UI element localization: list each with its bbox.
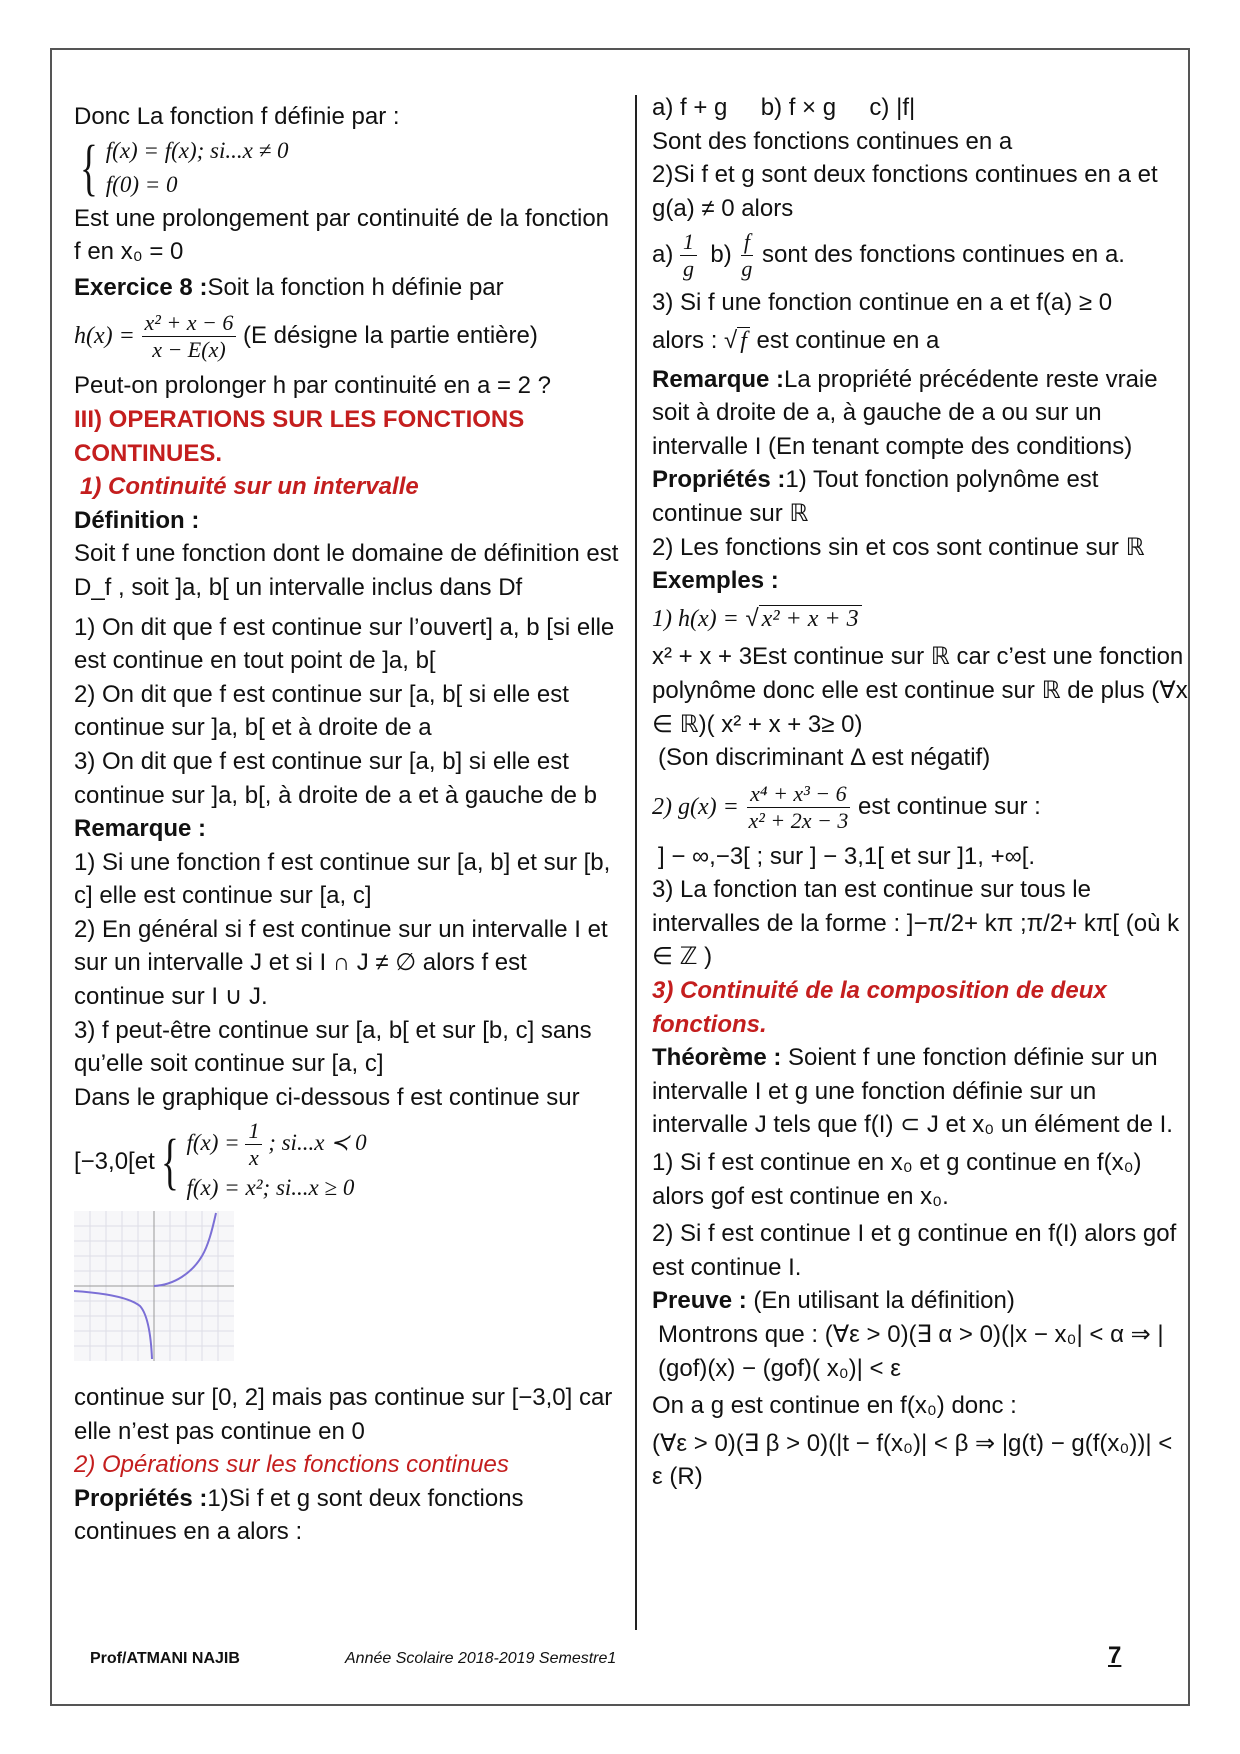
examples-title: Exemples : <box>652 567 779 595</box>
g-denominator: x² + 2x − 3 <box>748 807 849 833</box>
h-note: (E désigne la partie entière) <box>243 322 538 350</box>
graph-after-text: continue sur [0, 2] mais pas continue sur [−3,0] car elle n’est pas continue en 0 <box>74 1384 613 1445</box>
system-2-line-1 <box>187 1118 367 1171</box>
definition-text: Soit f une fonction dont le domaine de définition est D_f , soit ]a, b[ un intervalle inclus dans Df <box>74 540 619 601</box>
proof-title: Preuve : <box>652 1287 747 1315</box>
column-divider <box>635 95 637 1630</box>
subsection-1-title: 1) Continuité sur un intervalle <box>80 473 419 501</box>
system-2-line-1-condition: ; si...x ≺ 0 <box>268 1130 367 1156</box>
alors-label: alors : <box>652 326 718 354</box>
intro-text: Donc La fonction f définie par : <box>74 103 400 130</box>
theorem-1: 1) Si f est continue en x₀ et g continue en f(x₀) alors gof est continue en x₀. <box>652 1149 1142 1210</box>
h-lhs: h(x) = <box>74 323 135 350</box>
definition-2: 2) On dit que f est continue sur [a, b[ si elle est continue sur ]a, b[ et à droite de a <box>74 680 569 742</box>
theorem-text: Soient f une fonction définie sur un intervalle I et g une fonction définie sur un intervalle J tels que f(I) ⊂ J et x₀ un élément de I. <box>652 1044 1173 1139</box>
property-trig: 2) Les fonctions sin et cos sont continue sur ℝ <box>652 533 1145 561</box>
exercise-8-title: Exercice 8 : <box>74 273 208 301</box>
exercise-8 <box>74 271 622 305</box>
property-polynomial: 1) Tout fonction polynôme est continue sur ℝ <box>652 466 1099 527</box>
properties-title: Propriétés : <box>74 1484 208 1512</box>
frac-numerator: 1 <box>245 1118 262 1145</box>
section-3-title: III) OPERATIONS SUR LES FONCTIONS CONTINUES. <box>74 405 525 467</box>
h-denominator: x − E(x) <box>152 337 226 363</box>
definition-3: 3) On dit que f est continue sur [a, b] si elle est continue sur ]a, b[, à droite de a et à gauche de b <box>74 747 598 809</box>
label-b: b) <box>710 241 732 269</box>
remark-title: Remarque : <box>74 815 207 843</box>
system-2 <box>74 1118 622 1205</box>
frac-denominator: x <box>249 1145 259 1171</box>
footer-author: Prof/ATMANI NAJIB <box>90 1650 240 1667</box>
f-over-g <box>738 229 755 282</box>
remark-3: 3) f peut-être continue sur [a, b[ et sur [b, c] sans qu’elle soit continue sur [a, c] <box>74 1016 592 1078</box>
example-1-sqrt: x² + x + 3 <box>759 605 862 632</box>
subsection-2-title: 2) Opérations sur les fonctions continues <box>74 1451 509 1479</box>
theorem-title: Théorème : <box>652 1044 782 1072</box>
h-numerator: x² + x − 6 <box>142 310 237 337</box>
h-fraction <box>142 310 237 363</box>
system-1-line-2: f(0) = 0 <box>105 171 178 197</box>
sqrt-f: f <box>737 327 750 354</box>
proof-1: Montrons que : (∀ε > 0)(∃ α > 0)(|x − x₀| < α ⇒ |(gof)(x) − (gof)( x₀)| < ε <box>658 1321 1164 1382</box>
system-2-line-2: f(x) = x²; si...x ≥ 0 <box>186 1175 355 1201</box>
property-2-fractions <box>652 229 1188 282</box>
property-3-sqrt: alors : √ f est continue en a <box>652 326 940 354</box>
page-number: 7 <box>1108 1642 1122 1669</box>
definition-title: Définition : <box>74 506 200 534</box>
h-definition <box>74 310 622 363</box>
one-over-g <box>680 229 697 282</box>
property-3: 3) Si f une fonction continue en a et f(a) ≥ 0 <box>652 289 1113 317</box>
brace: { <box>79 133 98 202</box>
example-2-tail: est continue sur : <box>858 792 1041 820</box>
proof-3: (∀ε > 0)(∃ β > 0)(|t − f(x₀)| < β ⇒ |g(t) − g(f(x₀))| < ε (R) <box>652 1429 1173 1491</box>
prolongement-text: Est une prolongement par continuité de la fonction f en x₀ = 0 <box>74 204 610 266</box>
footer-year: Année Scolaire 2018-2019 Semestre1 <box>345 1650 617 1667</box>
property-2: 2)Si f et g sont deux fonctions continues en a et g(a) ≠ 0 alors <box>652 161 1158 222</box>
g-numerator: x⁴ + x³ − 6 <box>747 781 849 808</box>
remark-1: 1) Si une fonction f est continue sur [a, b] et sur [b, c] elle est continue sur [a, c] <box>74 848 611 910</box>
g-fraction <box>746 781 852 834</box>
remark-right <box>652 363 1188 464</box>
example-2 <box>652 781 1188 834</box>
system-1-line-1: f(x) = f(x); si...x ≠ 0 <box>105 137 289 163</box>
example-2-intervals: ] − ∞,−3[ ; sur ] − 3,1[ et sur ]1, +∞[. <box>658 842 1036 870</box>
exercise-8-question: Peut-on prolonger h par continuité en a = 2 ? <box>74 372 551 400</box>
theorem-2: 2) Si f est continue I et g continue en f(I) alors gof est continue I. <box>652 1220 1177 1281</box>
example-1: 1) h(x) = √ x² + x + 3 <box>652 602 1188 637</box>
operations-continuous: Sont des fonctions continues en a <box>652 127 1013 155</box>
property-2-tail: sont des fonctions continues en a. <box>762 241 1125 269</box>
example-1-lhs: 1) h(x) = <box>652 605 739 632</box>
label-a: a) <box>652 241 674 269</box>
example-3: 3) La fonction tan est continue sur tous le intervalles de la forme : ]−π/2+ kπ ;π/2+ kπ[ (où k ∈ ℤ ) <box>652 876 1180 971</box>
left-column <box>74 100 622 1549</box>
one-over-x <box>245 1118 262 1171</box>
properties-text: 1)Si f et g sont deux fonctions continues en a alors : <box>74 1484 524 1546</box>
system-2-line-1-lhs: f(x) = <box>186 1130 240 1156</box>
properties-title: Propriétés : <box>652 466 786 494</box>
remark-2: 2) En général si f est continue sur un intervalle I et sur un intervalle J et si I ∩ J ≠ ∅ alors f est continue sur I ∪ J. <box>74 915 608 1011</box>
theorem <box>652 1041 1188 1142</box>
brace: { <box>160 1127 179 1196</box>
system-1 <box>74 134 622 202</box>
frac-denominator: g <box>683 256 695 282</box>
example-2-lhs: 2) g(x) = <box>652 793 739 820</box>
frac-numerator: f <box>741 229 753 256</box>
example-1-discriminant: (Son discriminant Δ est négatif) <box>658 744 991 772</box>
system-2-prefix: [−3,0[et <box>74 1148 155 1176</box>
right-column <box>652 91 1188 1494</box>
frac-numerator: 1 <box>680 229 697 256</box>
properties-left <box>74 1482 622 1549</box>
properties-right <box>652 463 1188 530</box>
example-1-text: x² + x + 3Est continue sur ℝ car c’est une fonction polynôme donc elle est continue sur ℝ de plus (∀x ∈ ℝ)( x² + x + 3≥ 0) <box>652 643 1188 738</box>
proof-2: On a g est continue en f(x₀) donc : <box>652 1392 1017 1420</box>
graph-intro: Dans le graphique ci-dessous f est continue sur <box>74 1083 580 1111</box>
definition-1: 1) On dit que f est continue sur l’ouvert] a, b [si elle est continue en tout point de ]a, b[ <box>74 613 615 675</box>
proof <box>652 1284 1188 1318</box>
property-3-tail: est continue en a <box>756 326 940 354</box>
exercise-8-text: Soit la fonction h définie par <box>207 273 504 301</box>
proof-text: (En utilisant la définition) <box>753 1287 1015 1315</box>
frac-denominator: g <box>741 256 753 282</box>
subsection-3-title: 3) Continuité de la composition de deux fonctions. <box>652 977 1107 1038</box>
remark-title: Remarque : <box>652 365 785 393</box>
function-graph <box>74 1211 234 1361</box>
operations-list: a) f + g b) f × g c) |f| <box>652 94 916 121</box>
remark-text: La propriété précédente reste vraie soit à droite de a, à gauche de a ou sur un intervalle I (En tenant compte des conditions) <box>652 365 1158 460</box>
